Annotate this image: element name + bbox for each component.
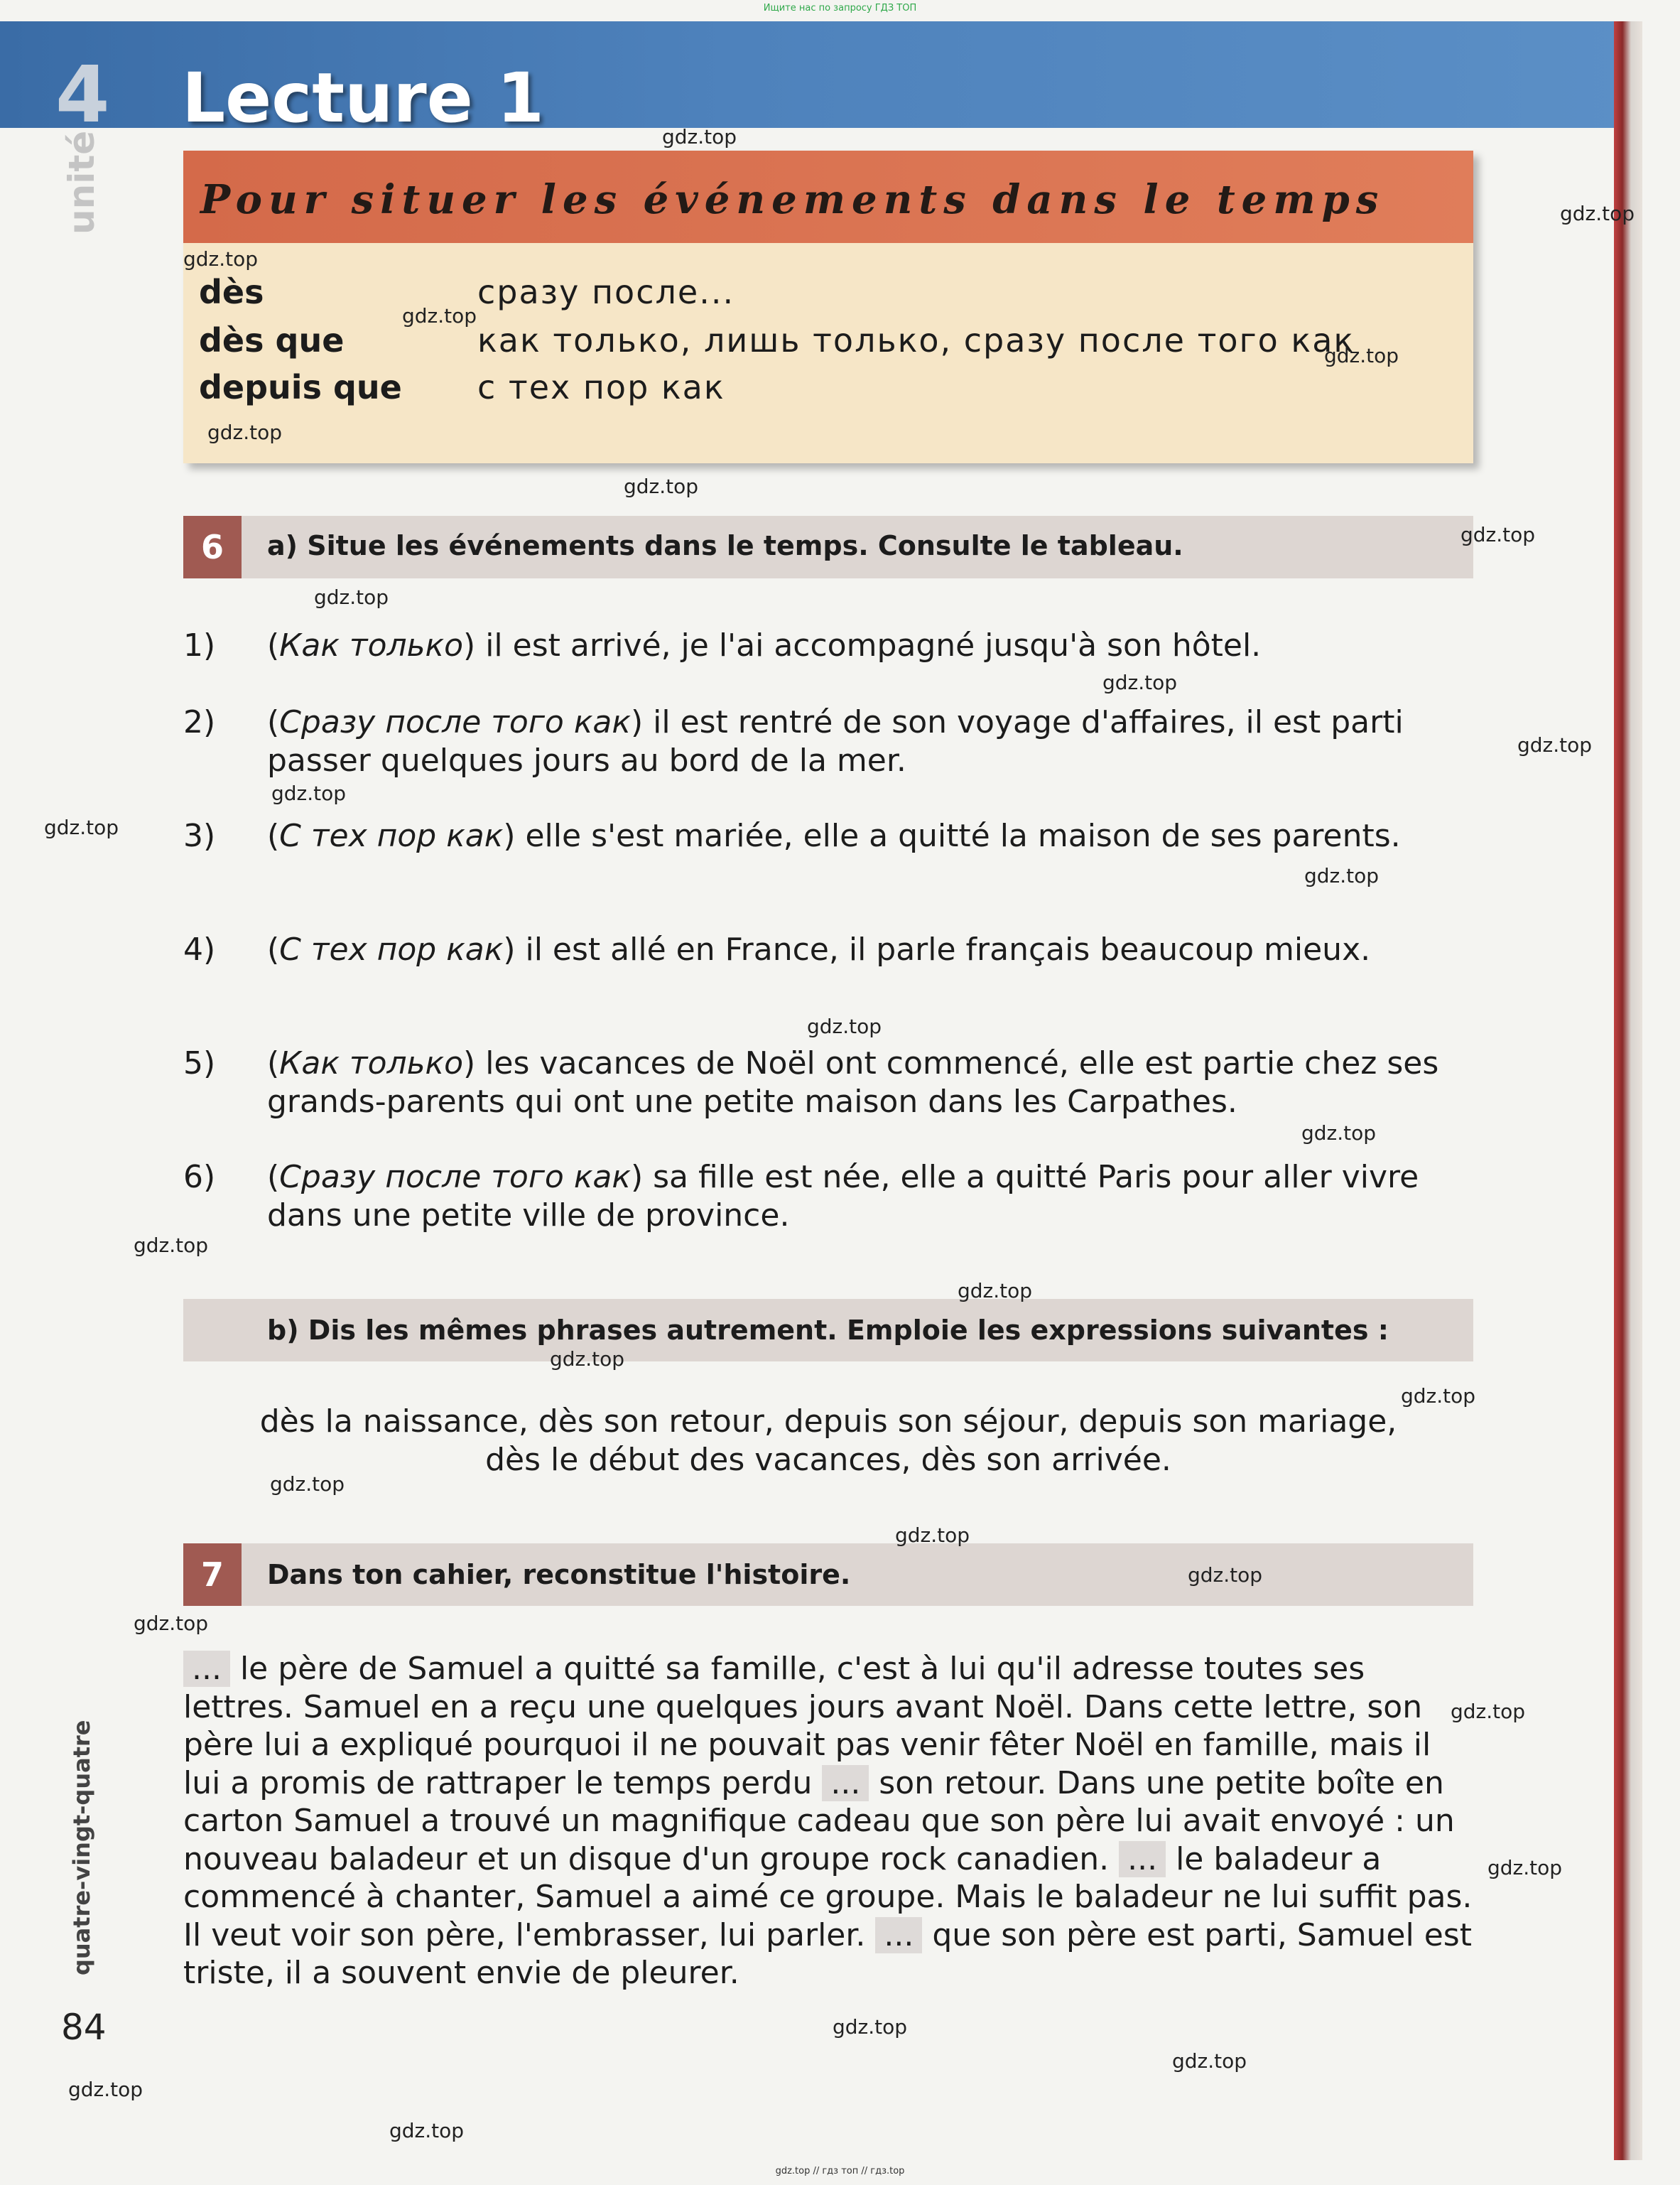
- expressions-line: dès le début des vacances, dès son arrivée.: [485, 1442, 1171, 1478]
- bottom-promo-link[interactable]: gdz.top // гдз топ // гдз.top: [775, 2166, 905, 2176]
- exercise-6b-bar: [183, 1299, 1473, 1361]
- item-number: 2): [183, 704, 216, 740]
- page-number: 84: [61, 2007, 107, 2048]
- item-text: (Как только) les vacances de Noël ont commencé, elle est partie chez ses grands-parents qui ont une petite maison dans les Carpathes.: [267, 1045, 1439, 1120]
- story-paragraph: ... le père de Samuel a quitté sa famille, c'est à lui qu'il adresse toutes ses lettres. Samuel en a reçu une quelques jours avant Noël. Dans cette lettre, son père lui a expliqué pourquoi il ne pouvait pas venir fêter Noël en famille, mais il lui a promis de rattraper le temps perdu ... son retour. Dans une petite boîte en carton Samuel a trouvé un magnifique cadeau que son père lui avait envoyé : un nouveau baladeur et un disque d'un groupe rock canadien. ... le baladeur a commencé à chanter, Samuel a aimé ce groupe. Mais le baladeur ne lui suffit pas. Il veut voir son père, l'embrasser, lui parler. ... que son père est parti, Samuel est triste, il a souvent envie de pleurer.: [183, 1651, 1473, 1991]
- watermark: gdz.top: [550, 1347, 625, 1371]
- watermark: gdz.top: [807, 1015, 882, 1038]
- book-spine: [1614, 21, 1642, 2160]
- watermark: gdz.top: [1517, 733, 1593, 757]
- grammar-title: Pour situer les événements dans le temps: [200, 176, 1385, 223]
- watermark: gdz.top: [895, 1523, 970, 1547]
- watermark: gdz.top: [44, 816, 119, 839]
- item-text: (Как только) il est arrivé, je l'ai accompagné jusqu'à son hôtel.: [267, 627, 1262, 664]
- watermark: gdz.top: [662, 125, 737, 149]
- blank-gap: ...: [183, 1651, 230, 1687]
- grammar-russian: с тех пор как: [477, 368, 725, 406]
- watermark: gdz.top: [402, 304, 477, 328]
- watermark: gdz.top: [1172, 2049, 1247, 2073]
- item-number: 3): [183, 818, 216, 854]
- exercise-number: 7: [183, 1543, 242, 1606]
- watermark: gdz.top: [1324, 344, 1399, 367]
- item-number: 5): [183, 1045, 216, 1081]
- grammar-header: [183, 151, 1473, 243]
- watermark: gdz.top: [833, 2015, 908, 2039]
- watermark: gdz.top: [1460, 523, 1536, 546]
- top-promo-link[interactable]: Ищите нас по запросу ГДЗ ТОП: [763, 3, 917, 14]
- watermark: gdz.top: [207, 421, 283, 444]
- watermark: gdz.top: [389, 2119, 465, 2142]
- watermark: gdz.top: [1451, 1700, 1526, 1723]
- item-text: (Сразу после того как) il est rentré de son voyage d'affaires, il est parti passer quelques jours au bord de la mer.: [267, 704, 1404, 779]
- grammar-french: dès que: [199, 321, 345, 360]
- exercise-7-bar: [183, 1543, 1473, 1606]
- watermark: gdz.top: [1102, 671, 1178, 694]
- watermark: gdz.top: [1304, 864, 1380, 888]
- watermark: gdz.top: [1560, 202, 1635, 225]
- item-text: (С тех пор как) elle s'est mariée, elle a quitté la maison de ses parents.: [267, 818, 1401, 854]
- blank-gap: ...: [822, 1765, 869, 1801]
- watermark: gdz.top: [1301, 1121, 1377, 1145]
- watermark: gdz.top: [271, 782, 347, 805]
- watermark: gdz.top: [134, 1234, 209, 1257]
- grammar-french: depuis que: [199, 368, 402, 406]
- item-number: 6): [183, 1159, 216, 1195]
- exercise-instruction: a) Situe les événements dans le temps. Consulte le tableau.: [267, 530, 1183, 561]
- unit-label: unité: [61, 130, 102, 234]
- grammar-row: [199, 321, 1355, 364]
- item-text: (Сразу после того как) sa fille est née, elle a quitté Paris pour aller vivre dans une petite ville de province.: [267, 1159, 1419, 1234]
- watermark: gdz.top: [1401, 1384, 1476, 1408]
- item-text: (С тех пор как) il est allé en France, il parle français beaucoup mieux.: [267, 932, 1371, 968]
- exercise-instruction: b) Dis les mêmes phrases autrement. Emploie les expressions suivantes :: [267, 1315, 1389, 1346]
- watermark: gdz.top: [1188, 1563, 1263, 1587]
- watermark: gdz.top: [68, 2078, 143, 2101]
- grammar-row: [199, 273, 735, 315]
- grammar-russian: сразу после...: [477, 273, 735, 311]
- item-number: 1): [183, 627, 216, 664]
- watermark: gdz.top: [314, 586, 389, 609]
- blank-gap: ...: [1119, 1841, 1166, 1877]
- blank-gap: ...: [875, 1917, 922, 1953]
- grammar-box: [183, 151, 1473, 463]
- exercise-instruction: Dans ton cahier, reconstitue l'histoire.: [267, 1559, 851, 1590]
- watermark: gdz.top: [134, 1612, 209, 1635]
- grammar-russian: как только, лишь только, сразу после того как: [477, 321, 1355, 360]
- exercise-6-bar: [183, 516, 1473, 578]
- page-number-words: quatre-vingt-quatre: [68, 1720, 95, 1975]
- grammar-row: [199, 368, 725, 411]
- lesson-title: Lecture 1: [182, 58, 545, 138]
- grammar-french: dès: [199, 273, 264, 311]
- watermark: gdz.top: [958, 1279, 1033, 1302]
- unit-number: 4: [55, 49, 110, 140]
- exercise-number: 6: [183, 516, 242, 578]
- expressions-line: dès la naissance, dès son retour, depuis son séjour, depuis son mariage,: [259, 1403, 1397, 1440]
- watermark: gdz.top: [1487, 1856, 1563, 1879]
- item-number: 4): [183, 932, 216, 968]
- watermark: gdz.top: [624, 475, 699, 498]
- watermark: gdz.top: [183, 247, 259, 271]
- watermark: gdz.top: [270, 1472, 345, 1496]
